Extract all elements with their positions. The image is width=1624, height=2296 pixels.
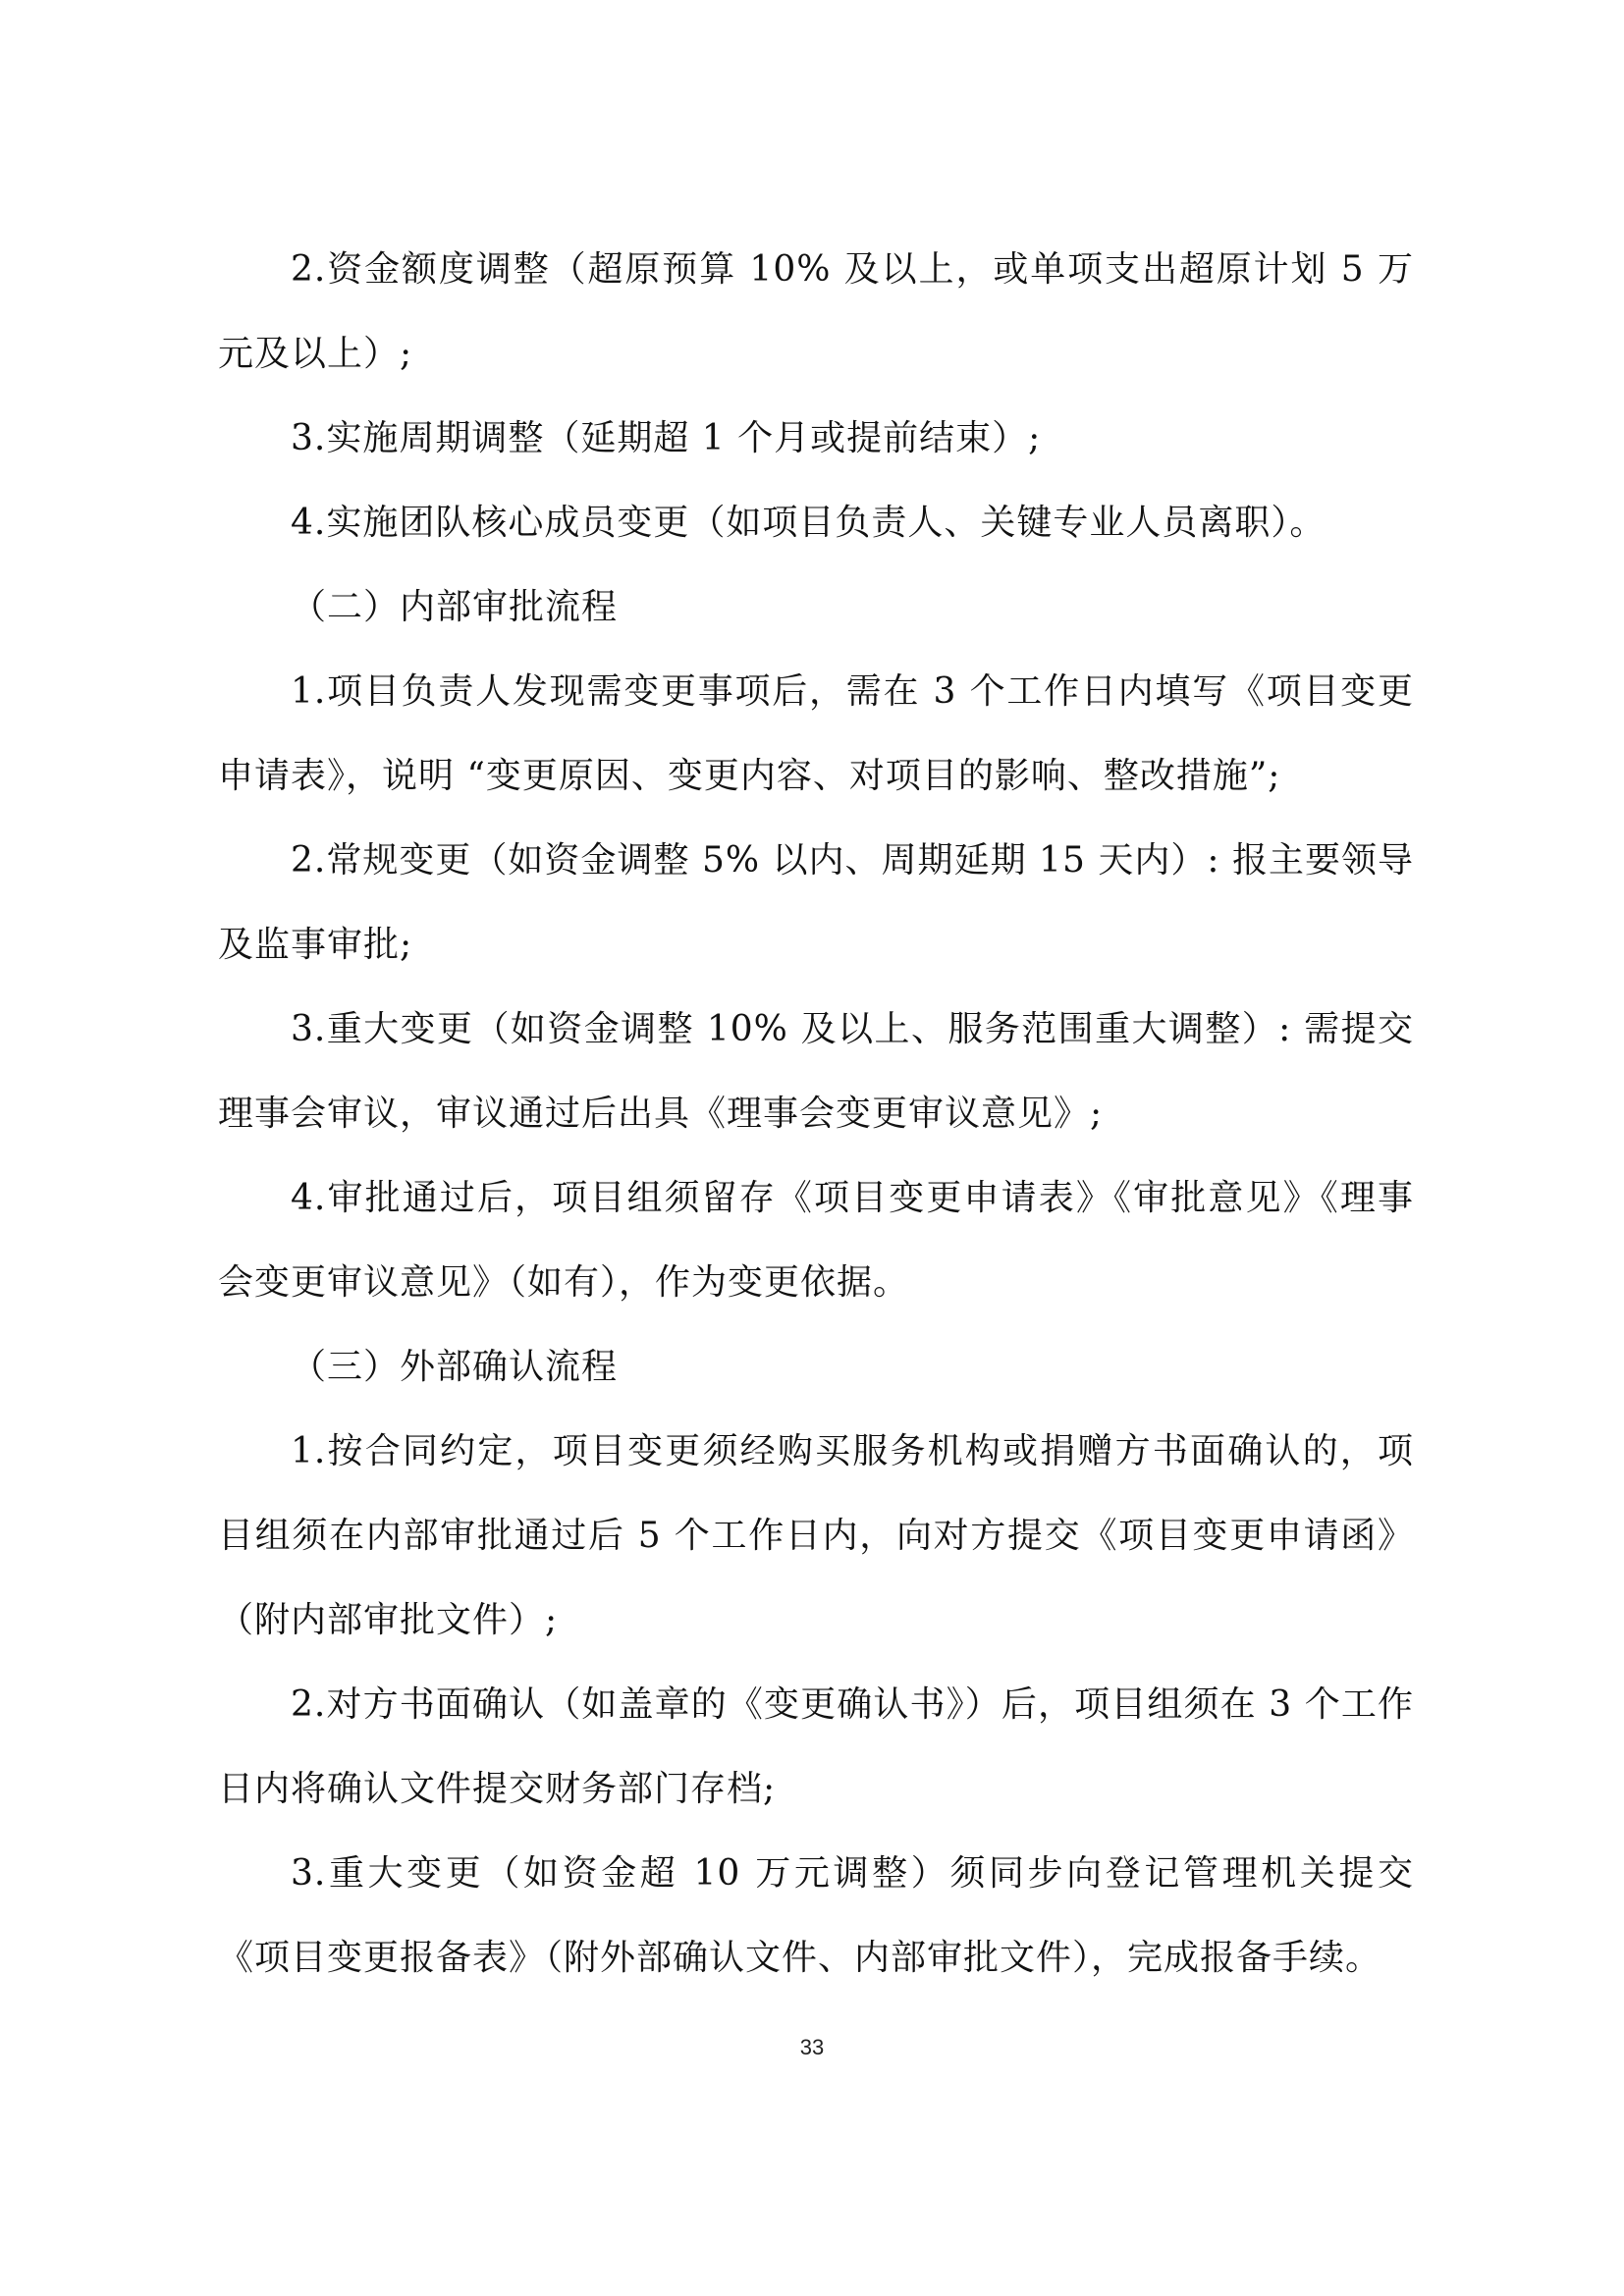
list-item-team-change: 4.实施团队核心成员变更（如项目负责人、关键专业人员离职）。: [291, 503, 1326, 543]
list-item-approval-records: 4.审批通过后，项目组须留存《项目变更申请表》《审批意见》《理事会变更审议意见》（如有），作为变更依据。: [218, 1178, 1414, 1303]
section-heading-internal-approval: （二）内部审批流程: [291, 587, 619, 627]
list-item-registration-filing: 3.重大变更（如资金超 10 万元调整）须同步向登记管理机关提交《项目变更报备表》（附外部确认文件、内部审批文件），完成报备手续。: [218, 1853, 1414, 1978]
list-item-major-change: 3.重大变更（如资金调整 10% 及以上、服务范围重大调整）: 需提交理事会审议，审议通过后出具《理事会变更审议意见》;: [218, 1009, 1414, 1134]
list-item-external-request: 1.按合同约定，项目变更须经购买服务机构或捐赠方书面确认的，项目组须在内部审批通过后 5 个工作日内，向对方提交《项目变更申请函》（附内部审批文件）;: [218, 1431, 1414, 1640]
document-body: [218, 228, 1414, 2001]
list-item-written-confirmation: 2.对方书面确认（如盖章的《变更确认书》）后，项目组须在 3 个工作日内将确认文件提交财务部门存档;: [218, 1684, 1414, 1809]
section-heading-external-confirmation: （三）外部确认流程: [291, 1347, 619, 1387]
list-item-funding-adjustment: 2.资金额度调整（超原预算 10% 及以上，或单项支出超原计划 5 万元及以上）;: [218, 249, 1414, 374]
list-item-routine-change: 2.常规变更（如资金调整 5% 以内、周期延期 15 天内）: 报主要领导及监事审批;: [218, 840, 1414, 965]
list-item-period-adjustment: 3.实施周期调整（延期超 1 个月或提前结束）;: [291, 418, 1042, 458]
list-item-change-request: 1.项目负责人发现需变更事项后，需在 3 个工作日内填写《项目变更申请表》，说明 “变更原因、变更内容、对项目的影响、整改措施”;: [218, 671, 1414, 796]
page-number: 33: [799, 2035, 825, 2059]
